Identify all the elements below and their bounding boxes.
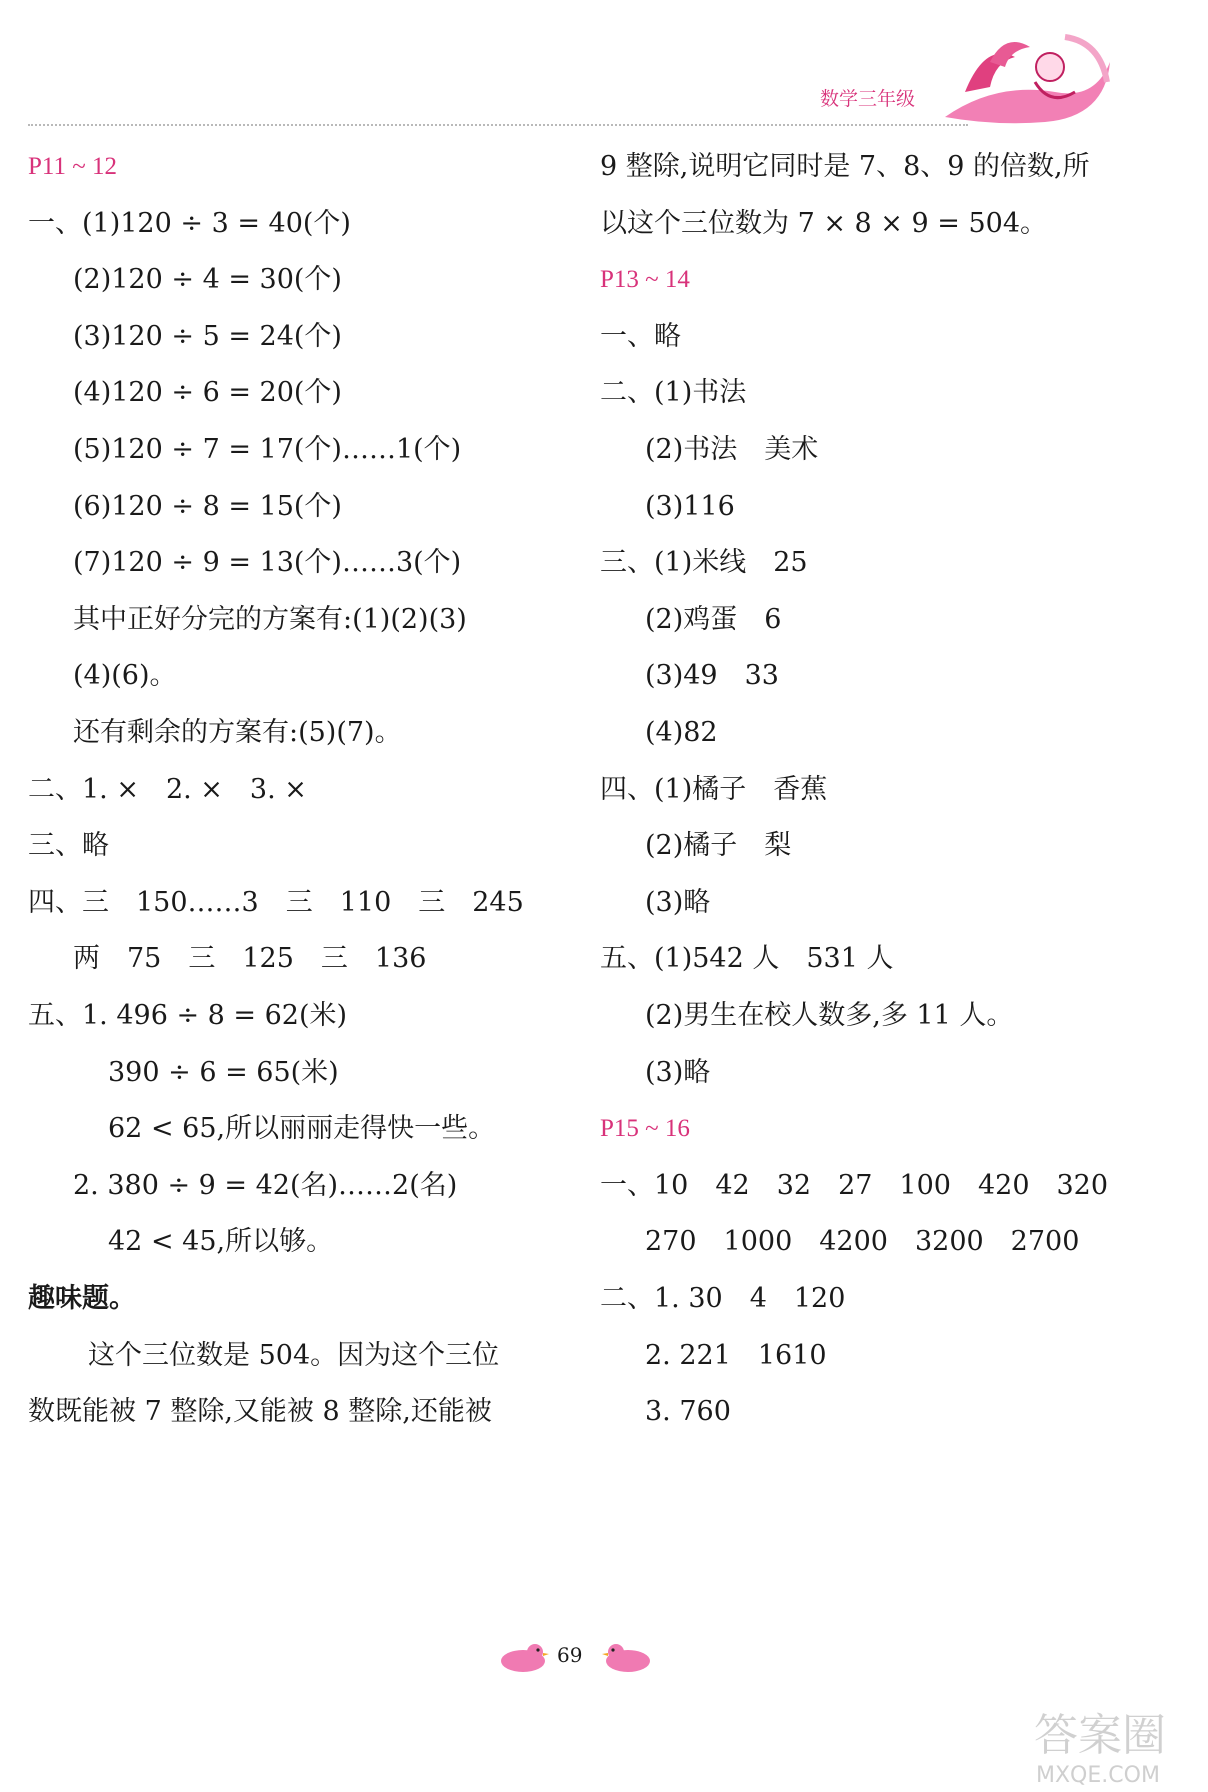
answer-line: 四、三 150……3 三 110 三 245: [28, 886, 524, 918]
answer-line: 其中正好分完的方案有:(1)(2)(3): [73, 603, 467, 635]
bird-icon: [497, 1640, 549, 1674]
answer-line: 三、略: [28, 830, 109, 862]
answer-line: 三、(1)米线 25: [600, 547, 808, 579]
answer-line: (2)鸡蛋 6: [645, 603, 782, 635]
answer-line: (4)120 ÷ 6 = 20(个): [73, 377, 342, 409]
answer-line: (5)120 ÷ 7 = 17(个)……1(个): [73, 434, 462, 465]
section-heading: P11 ~ 12: [28, 153, 118, 180]
bird-icon: [602, 1640, 654, 1674]
answer-line: 数既能被 7 整除,又能被 8 整除,还能被: [28, 1396, 492, 1428]
answer-line: 3. 760: [645, 1396, 731, 1428]
answer-line: (2)橘子 梨: [645, 830, 792, 862]
answer-line: (3)略: [645, 1056, 711, 1088]
answer-line: (3)略: [645, 886, 711, 918]
answer-line: 五、(1)542 人 531 人: [600, 943, 894, 975]
answer-line: 一、(1)120 ÷ 3 = 40(个): [28, 207, 351, 239]
answer-line: 这个三位数是 504。因为这个三位: [88, 1339, 500, 1371]
page-number: 69: [557, 1643, 583, 1667]
answer-line: (4)82: [645, 717, 718, 748]
answer-line: 一、略: [600, 320, 681, 352]
answer-line: 62 < 65,所以丽丽走得快一些。: [108, 1113, 496, 1145]
answer-line: 二、(1)书法: [600, 377, 747, 409]
answer-line: (2)男生在校人数多,多 11 人。: [645, 1000, 1014, 1031]
answer-line: 9 整除,说明它同时是 7、8、9 的倍数,所: [600, 151, 1090, 182]
section-heading: P15 ~ 16: [600, 1115, 690, 1143]
answer-line: (4)(6)。: [73, 660, 177, 692]
answer-line: 2. 221 1610: [645, 1339, 827, 1371]
answer-line: 还有剩余的方案有:(5)(7)。: [73, 717, 402, 748]
answer-line: (3)120 ÷ 5 = 24(个): [73, 320, 342, 352]
answer-line: (7)120 ÷ 9 = 13(个)……3(个): [73, 547, 462, 579]
answer-line: 五、1. 496 ÷ 8 = 62(米): [28, 1000, 348, 1031]
watermark-logo: [1030, 1700, 1200, 1788]
answer-line: 以这个三位数为 7 × 8 × 9 = 504。: [600, 207, 1048, 239]
section-heading: P13 ~ 14: [600, 266, 690, 294]
answer-line: 四、(1)橘子 香蕉: [600, 773, 828, 805]
answer-line: (2)120 ÷ 4 = 30(个): [73, 264, 342, 296]
answer-line: 2. 380 ÷ 9 = 42(名)……2(名): [73, 1169, 458, 1201]
answer-line: 趣味题。: [28, 1283, 136, 1314]
answer-line: (6)120 ÷ 8 = 15(个): [73, 490, 342, 522]
answer-line: 二、1. × 2. × 3. ×: [28, 773, 307, 805]
answer-line: 二、1. 30 4 120: [600, 1283, 846, 1314]
answer-line: 42 < 45,所以够。: [108, 1226, 334, 1258]
surfer-illustration-icon: [935, 22, 1115, 132]
answer-line: 270 1000 4200 3200 2700: [645, 1226, 1080, 1258]
header-title: 数学三年级: [820, 88, 916, 110]
svg-text:答案圈: 答案圈: [1034, 1710, 1166, 1761]
svg-text:MXQE.COM: MXQE.COM: [1036, 1763, 1160, 1788]
header-divider: [28, 124, 968, 126]
answer-line: 两 75 三 125 三 136: [73, 943, 427, 975]
answer-line: (3)49 33: [645, 660, 779, 692]
answer-line: (3)116: [645, 490, 735, 522]
answer-line: (2)书法 美术: [645, 434, 819, 465]
answer-line: 一、10 42 32 27 100 420 320: [600, 1169, 1109, 1201]
answer-line: 390 ÷ 6 = 65(米): [108, 1056, 339, 1088]
